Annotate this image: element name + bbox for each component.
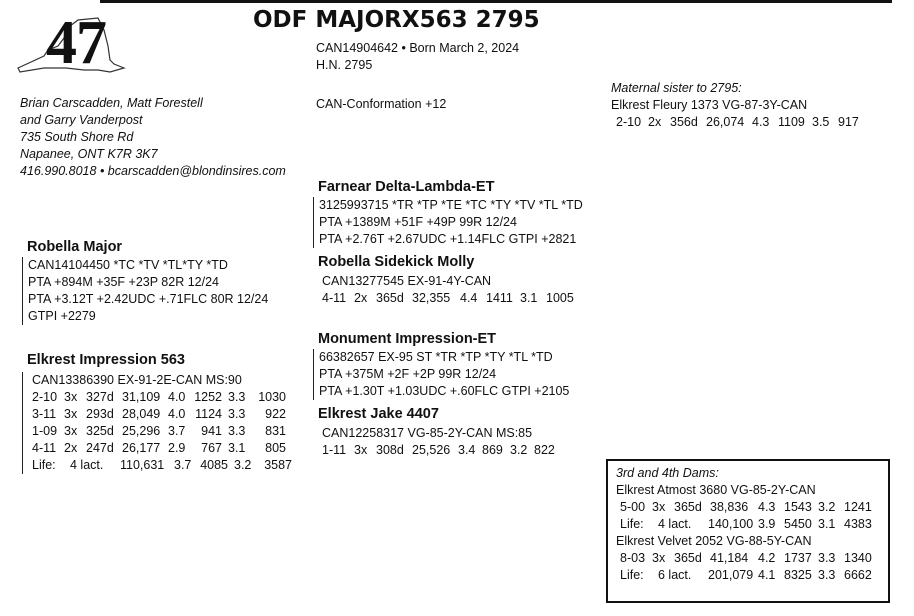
sire-info [22, 257, 268, 325]
sire-sire-line: 3125993715 *TR *TP *TE *TC *TY *TV *TL *TD [319, 198, 583, 212]
sire-dam-info [322, 273, 574, 307]
dam-line: CAN13386390 EX-91-2E-CAN MS:90 [32, 373, 242, 387]
fourth-dam-life: Life: 6 lact. 201,079 4.1 8325 3.3 6662 [620, 568, 872, 582]
dam-record: 3-11 3x 293d 28,049 4.0 1124 3.3 922 [32, 407, 286, 421]
third-dam-life: Life: 4 lact. 140,100 3.9 5450 3.1 4383 [620, 517, 872, 531]
maternal-sister-block [611, 80, 859, 131]
sire-dam-line: CAN13277545 EX-91-4Y-CAN [322, 274, 492, 288]
fourth-dam-name: Elkrest Velvet 2052 VG-88-5Y-CAN [616, 534, 812, 548]
third-fourth-dams-content [616, 465, 872, 584]
consignor-line: 735 South Shore Rd [20, 130, 134, 144]
consignor-contact: 416.990.8018 • bcarscadden@blondinsires.com [20, 164, 286, 178]
third-fourth-dams-box [606, 459, 890, 603]
dam-dam-line: CAN12258317 VG-85-2Y-CAN MS:85 [322, 426, 533, 440]
dam-dam-record: 1-11 3x 308d 25,526 3.4 869 3.2 822 [322, 443, 555, 457]
sire-line: PTA +3.12T +2.42UDC +.71FLC 80R 12/24 [28, 292, 269, 306]
sire-dam-name: Robella Sidekick Molly [318, 254, 475, 270]
page-title: ODF MAJORX563 2795 [253, 7, 540, 33]
dam-sire-info [313, 349, 569, 400]
lot-number: 47 [46, 9, 106, 77]
subject-conformation: CAN-Conformation +12 [316, 97, 447, 111]
dam-dam-info [322, 425, 555, 459]
dams-heading: 3rd and 4th Dams: [616, 466, 719, 480]
subject-hn: H.N. 2795 [316, 58, 373, 72]
sire-sire-info [313, 197, 583, 248]
sire-sire-name: Farnear Delta-Lambda-ET [318, 179, 495, 195]
dam-name: Elkrest Impression 563 [27, 352, 185, 368]
dam-record: 1-09 3x 325d 25,296 3.7 941 3.3 831 [32, 424, 286, 438]
maternal-sister-name: Elkrest Fleury 1373 VG-87-3Y-CAN [611, 98, 808, 112]
dam-life-record: Life: 4 lact. 110,631 3.7 4085 3.2 3587 [32, 458, 292, 472]
top-rule [100, 0, 892, 3]
consignor-block [20, 95, 286, 180]
sire-line: CAN14104450 *TC *TV *TL*TY *TD [28, 258, 228, 272]
sire-line: GTPI +2279 [28, 309, 96, 323]
third-dam-record: 5-00 3x 365d 38,836 4.3 1543 3.2 1241 [620, 500, 872, 514]
subject-reg-line: CAN14904642 • Born March 2, 2024 [316, 41, 520, 55]
dam-info [22, 372, 292, 474]
dam-record: 2-10 3x 327d 31,109 4.0 1252 3.3 1030 [32, 390, 286, 404]
fourth-dam-record: 8-03 3x 365d 41,184 4.2 1737 3.3 1340 [620, 551, 872, 565]
dam-record: 4-11 2x 247d 26,177 2.9 767 3.1 805 [32, 441, 286, 455]
sire-sire-line: PTA +1389M +51F +49P 99R 12/24 [319, 215, 517, 229]
dam-dam-name: Elkrest Jake 4407 [318, 406, 439, 422]
dam-sire-line: PTA +375M +2F +2P 99R 12/24 [319, 367, 497, 381]
consignor-line: and Garry Vanderpost [20, 113, 143, 127]
sire-line: PTA +894M +35F +23P 82R 12/24 [28, 275, 219, 289]
sire-dam-record: 4-11 2x 365d 32,355 4.4 1411 3.1 1005 [322, 291, 574, 305]
maternal-sister-record: 2-10 2x 356d 26,074 4.3 1109 3.5 917 [616, 115, 859, 129]
maternal-sister-heading: Maternal sister to 2795: [611, 81, 742, 95]
sire-sire-line: PTA +2.76T +2.67UDC +1.14FLC GTPI +2821 [319, 232, 577, 246]
dam-sire-line: 66382657 EX-95 ST *TR *TP *TY *TL *TD [319, 350, 553, 364]
consignor-line: Brian Carscadden, Matt Forestell [20, 96, 203, 110]
dam-sire-name: Monument Impression-ET [318, 331, 497, 347]
consignor-line: Napanee, ONT K7R 3K7 [20, 147, 158, 161]
dam-sire-line: PTA +1.30T +1.03UDC +.60FLC GTPI +2105 [319, 384, 570, 398]
sire-name: Robella Major [27, 239, 123, 255]
third-dam-name: Elkrest Atmost 3680 VG-85-2Y-CAN [616, 483, 816, 497]
